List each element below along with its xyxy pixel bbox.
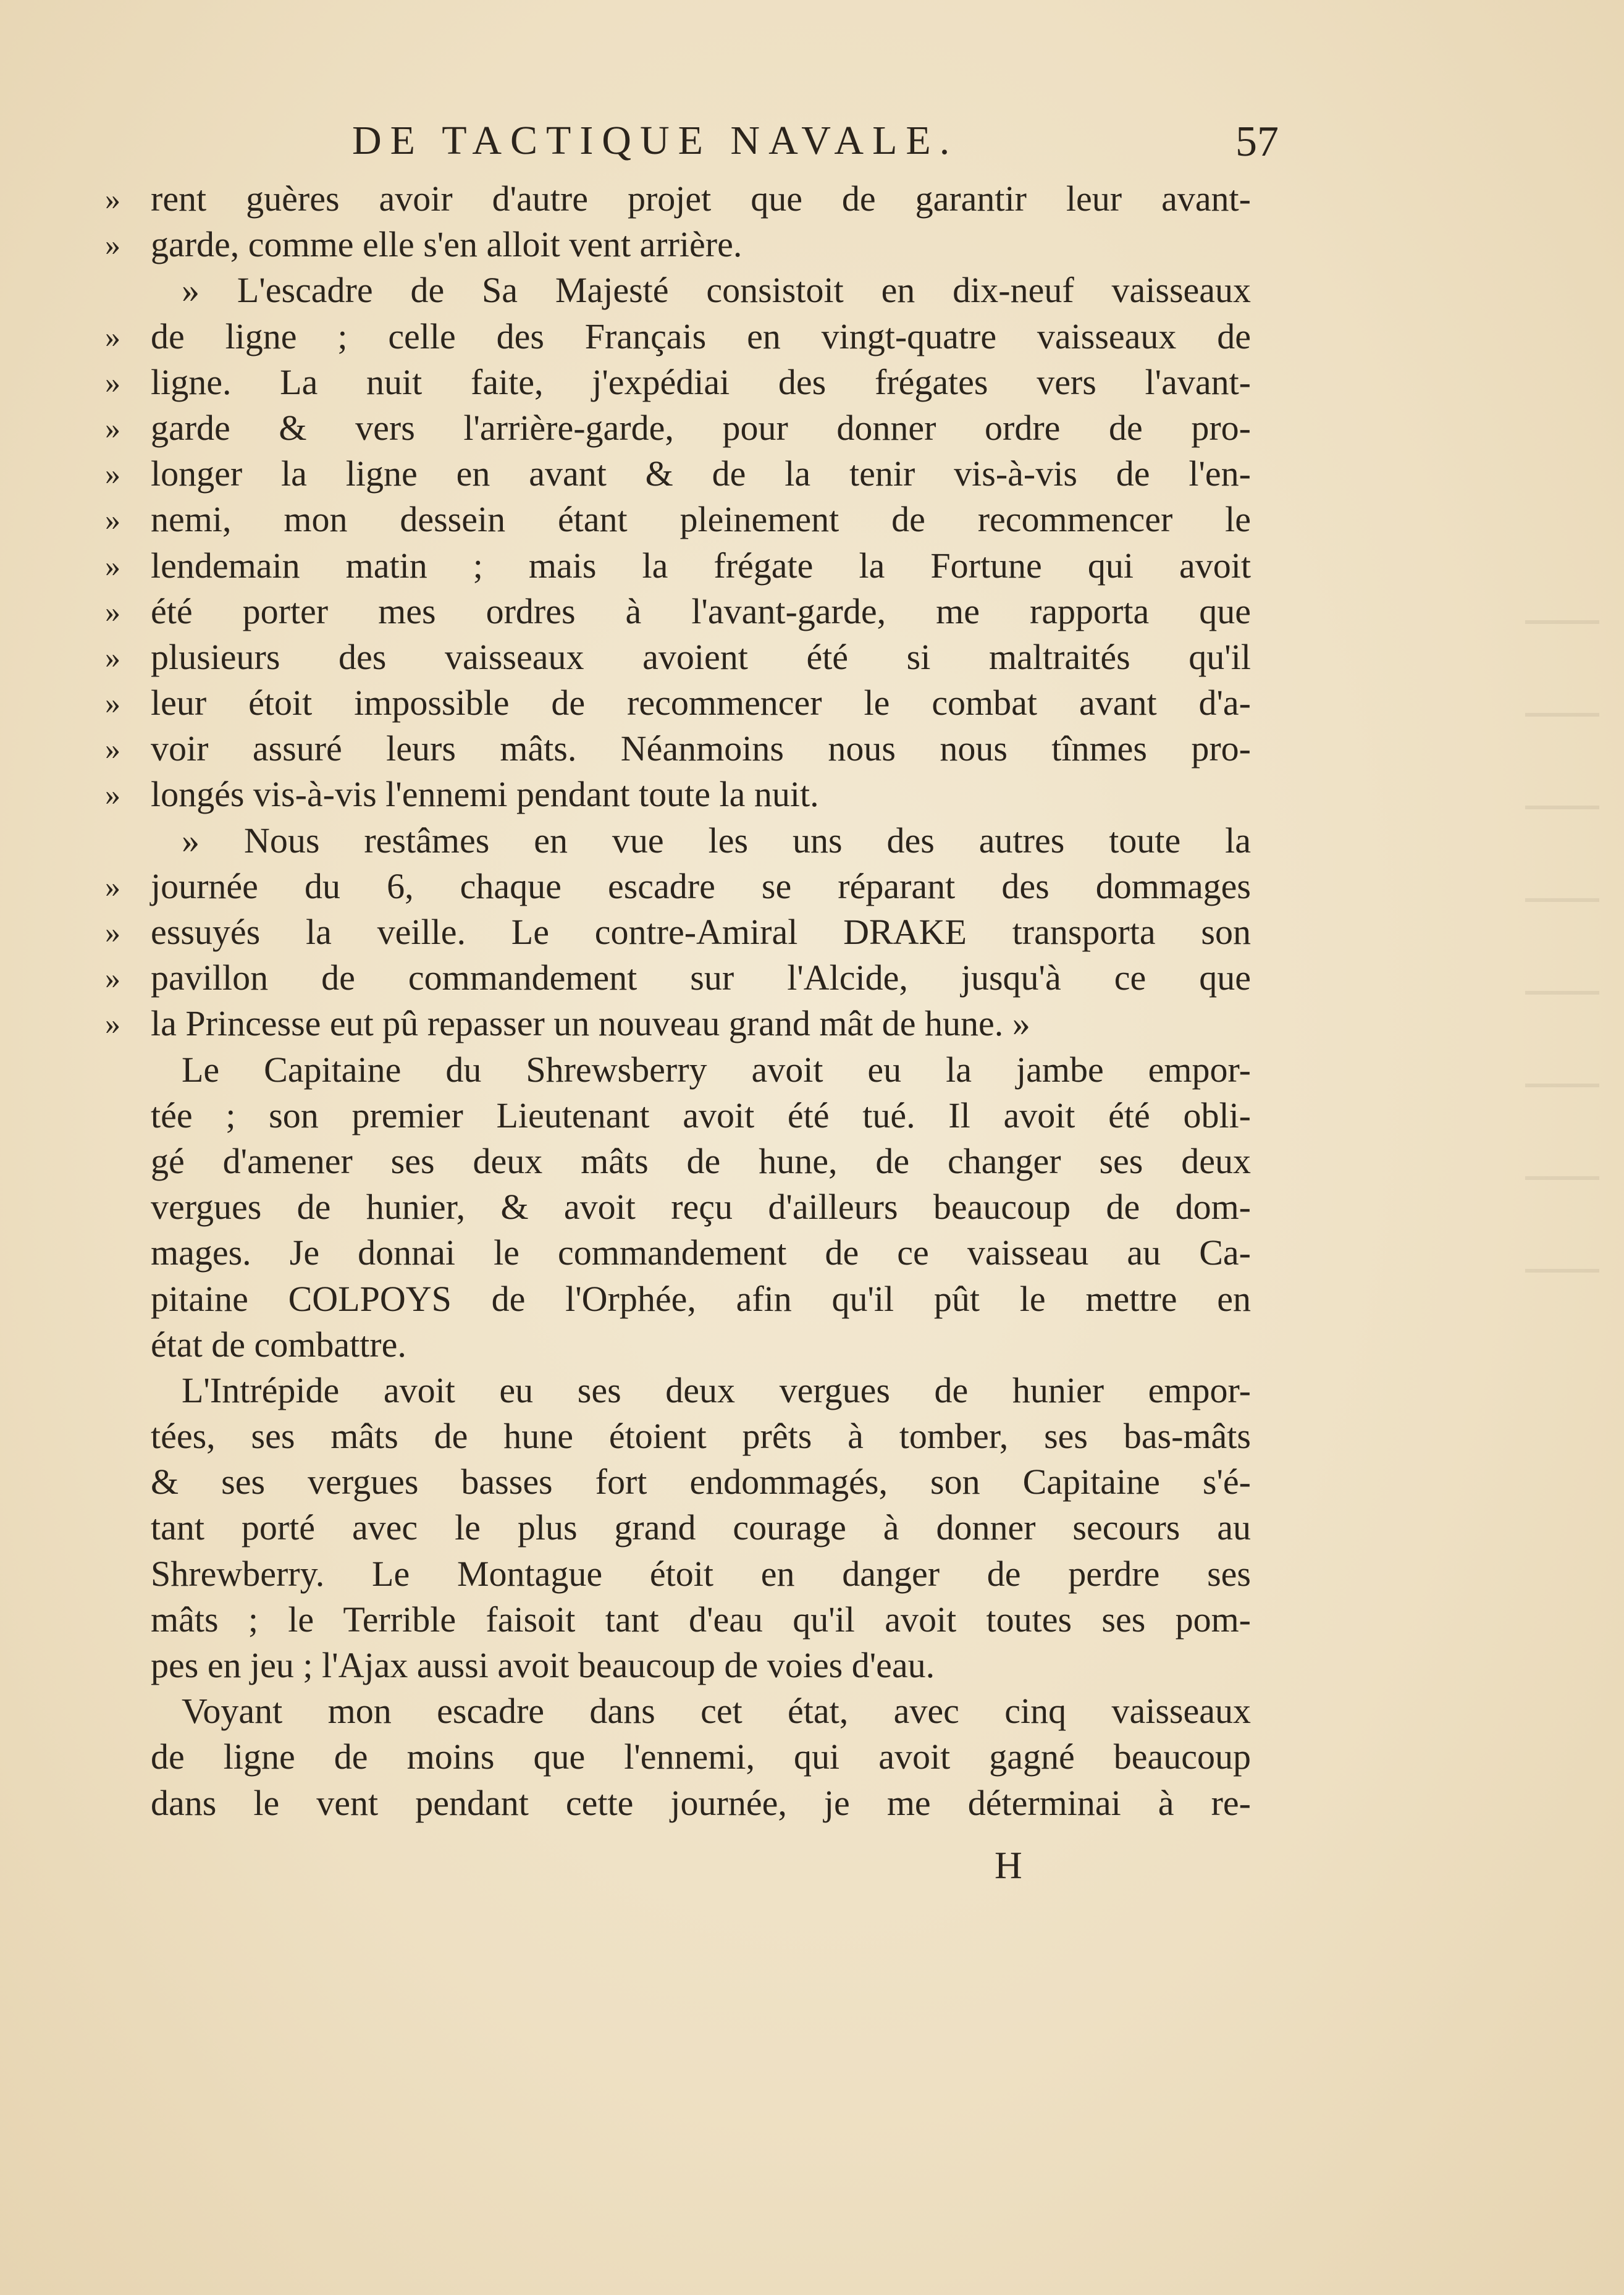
text-line (93, 726, 1251, 772)
text-line (93, 1459, 1251, 1505)
text-line (93, 1047, 1251, 1093)
line-text: lendemain matin ; mais la frégate la Fortune qui avoit (151, 545, 1251, 586)
text-line (93, 1688, 1251, 1734)
line-text: dans le vent pendant cette journée, je me déterminai à re- (151, 1782, 1251, 1823)
line-text: & ses vergues basses fort endommagés, son Capitaine s'é- (151, 1462, 1251, 1502)
running-title: DE TACTIQUE NAVALE. (352, 118, 959, 163)
text-line (93, 634, 1251, 680)
text-line (93, 1001, 1251, 1046)
quotation-mark: » (105, 731, 120, 767)
text-line (93, 1139, 1251, 1184)
text-line (93, 497, 1251, 542)
text-line (93, 680, 1251, 726)
text-line (93, 1184, 1251, 1230)
line-text: pes en jeu ; l'Ajax aussi avoit beaucoup de voies d'eau. (151, 1645, 935, 1685)
text-line (93, 772, 1251, 817)
page-number: 57 (1235, 118, 1279, 166)
text-line (93, 1093, 1251, 1139)
text-line (93, 864, 1251, 909)
text-line (93, 176, 1251, 222)
line-text: mages. Je donnai le commandement de ce vaisseau au Ca- (151, 1232, 1251, 1273)
line-text: journée du 6, chaque escadre se réparant des dommages (151, 865, 1251, 906)
line-text: L'Intrépide avoit eu ses deux vergues de hunier empor- (182, 1370, 1251, 1410)
text-line (93, 1734, 1251, 1780)
text-line (93, 1597, 1251, 1643)
line-text: Shrewberry. Le Montague étoit en danger de perdre ses (151, 1553, 1251, 1594)
line-text: essuyés la veille. Le contre-Amiral DRAKE transporta son (151, 912, 1251, 952)
text-line (93, 1230, 1251, 1276)
text-line (93, 451, 1251, 497)
line-text: de ligne ; celle des Français en vingt-quatre vaisseaux de (151, 316, 1251, 356)
text-line (93, 222, 1251, 267)
signature-mark: H (995, 1845, 1022, 1887)
text-line (93, 1322, 1251, 1368)
line-text: leur étoit impossible de recommencer le combat avant d'a- (151, 683, 1251, 723)
text-line (93, 818, 1251, 864)
line-text: voir assuré leurs mâts. Néanmoins nous nous tînmes pro- (151, 728, 1251, 769)
line-text: longés vis-à-vis l'ennemi pendant toute la nuit. (151, 774, 819, 815)
line-text: vergues de hunier, & avoit reçu d'ailleurs beaucoup de dom- (151, 1187, 1251, 1228)
text-line (93, 314, 1251, 360)
body-text (93, 176, 1251, 1826)
text-line (93, 267, 1251, 313)
line-text: pitaine COLPOYS de l'Orphée, afin qu'il pût le mettre en (151, 1278, 1251, 1319)
quotation-mark: » (105, 364, 120, 400)
quotation-mark: » (105, 502, 120, 537)
line-text: tées, ses mâts de hune étoient prêts à tomber, ses bas-mâts (151, 1416, 1251, 1457)
quotation-mark: » (105, 961, 120, 996)
line-text: » L'escadre de Sa Majesté consistoit en dix-neuf vaisseaux (182, 270, 1251, 311)
line-text: de ligne de moins que l'ennemi, qui avoit gagné beaucoup (151, 1737, 1251, 1777)
text-line (93, 1551, 1251, 1597)
quotation-mark: » (105, 869, 120, 904)
text-line (93, 1643, 1251, 1688)
text-line (93, 1413, 1251, 1459)
line-text: été porter mes ordres à l'avant-garde, me rapporta que (151, 591, 1251, 631)
show-through-bleed (1525, 531, 1599, 1273)
quotation-mark: » (105, 1006, 120, 1042)
line-text: tant porté avec le plus grand courage à donner secours au (151, 1507, 1251, 1548)
text-line (93, 360, 1251, 405)
quotation-mark: » (105, 457, 120, 492)
text-line (93, 543, 1251, 589)
quotation-mark: » (105, 182, 120, 216)
line-text: gé d'amener ses deux mâts de hune, de changer ses deux (151, 1140, 1251, 1181)
quotation-mark: » (105, 686, 120, 721)
quotation-mark: » (105, 594, 120, 629)
line-text: garde & vers l'arrière-garde, pour donner ordre de pro- (151, 407, 1251, 448)
quotation-mark: » (105, 639, 120, 675)
line-text: nemi, mon dessein étant pleinement de recommencer le (151, 499, 1251, 540)
line-text: garde, comme elle s'en alloit vent arrière. (151, 224, 743, 265)
text-line (93, 405, 1251, 451)
quotation-mark: » (105, 915, 120, 950)
line-text: » Nous restâmes en vue les uns des autres toute la (182, 820, 1251, 861)
text-line (93, 1505, 1251, 1551)
quotation-mark: » (105, 227, 120, 263)
text-line (93, 955, 1251, 1001)
text-line (93, 909, 1251, 955)
line-text: pavillon de commandement sur l'Alcide, jusqu'à ce que (151, 958, 1251, 998)
quotation-mark: » (105, 319, 120, 354)
line-text: Le Capitaine du Shrewsberry avoit eu la jambe empor- (182, 1049, 1251, 1090)
page-header (93, 117, 1279, 173)
quotation-mark: » (105, 548, 120, 583)
line-text: longer la ligne en avant & de la tenir vis-à-vis de l'en- (151, 453, 1251, 494)
line-text: la Princesse eut pû repasser un nouveau grand mât de hune. » (151, 1003, 1030, 1044)
line-text: tée ; son premier Lieutenant avoit été tué. Il avoit été obli- (151, 1095, 1251, 1135)
line-text: plusieurs des vaisseaux avoient été si maltraités qu'il (151, 636, 1251, 677)
quotation-mark: » (105, 410, 120, 445)
line-text: état de combattre. (151, 1324, 406, 1365)
text-line (93, 589, 1251, 634)
line-text: rent guères avoir d'autre projet que de garantir leur avant- (151, 179, 1251, 219)
line-text: ligne. La nuit faite, j'expédiai des frégates vers l'avant- (151, 361, 1251, 402)
text-line (93, 1368, 1251, 1413)
line-text: mâts ; le Terrible faisoit tant d'eau qu'il avoit toutes ses pom- (151, 1599, 1251, 1640)
text-line (93, 1276, 1251, 1322)
quotation-mark: » (105, 777, 120, 812)
text-line (93, 1780, 1251, 1826)
line-text: Voyant mon escadre dans cet état, avec cinq vaisseaux (182, 1691, 1251, 1732)
